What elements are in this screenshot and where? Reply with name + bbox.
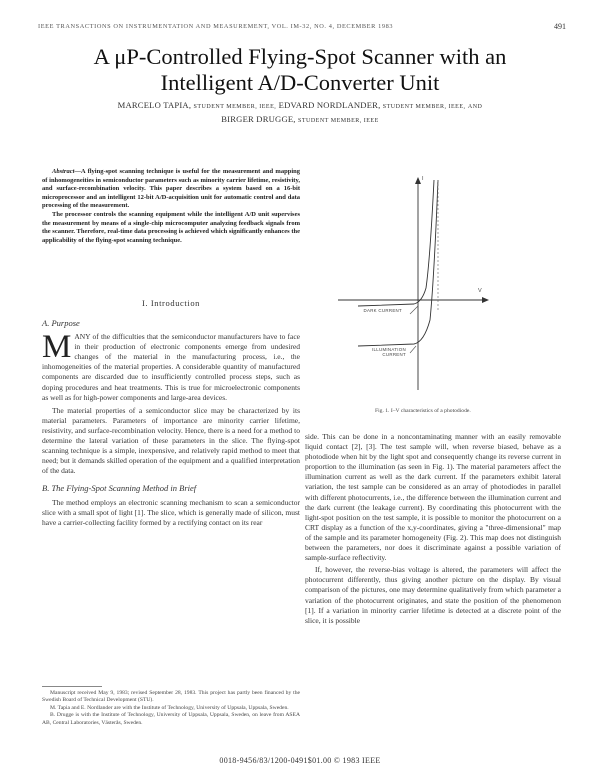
author-1: MARCELO TAPIA,: [117, 100, 192, 110]
iv-characteristic-plot: [318, 160, 568, 400]
footnote-1: Manuscript received May 9, 1983; revised September 28, 1983. This project has partly been financed by the Swedish Board of Technical Development (STU).: [42, 690, 300, 704]
right-paragraph-1: side. This can be done in a noncontaminating manner with an easily removable liquid contact [2], [3]. The test sample will, when reverse biased, behave as a photodiode when hit by the light spot and consequently change its reverse current in proportion to the illumination (as seen in Fig. 1). The material parameters affect the illumination current as well as the dark current. If the parameters exhibit lateral variation, the test sample can be considered as an array of photodiodes in parallel with different photocurrents, i.e., the difference between the illumination current and the dark current (the leakage current). By coordinating this photocurrent with the light-spot position on the test sample, it is possible to monitor the photocurrent on a CRT display as a function of the x,y-coordinates, giving a "three-dimensional" map of the sample and its parameter homogeneity (Fig. 2). This map does not distinguish between the parameters, nor does it discriminate against a possible variation of sample-surface reflectivity.: [305, 432, 561, 563]
figure-1-caption: Fig. 1. I–V characteristics of a photodiode.: [375, 408, 471, 414]
running-head-text: IEEE TRANSACTIONS ON INSTRUMENTATION AND MEASUREMENT, VOL. IM-32, NO. 4, DECEMBER 1983: [38, 23, 394, 30]
current-axis-arrow: [415, 177, 421, 184]
section-heading-introduction: I. Introduction: [141, 298, 201, 308]
intro-paragraph-2: The material properties of a semiconductor slice may be characterized by its material parameters. Parameters of importance are minority carrier lifetime, resistivity, and surface-recombination velocity. Hence, there is a need for a method to determine the lateral variation of these parameters in the slice. The flying-spot scanning technique is a simple, inexpensive, and relatively rapid method to meet that need; but it demands skilled operation of the equipment and a qualified interpretation of the data.: [42, 405, 300, 476]
abstract-paragraph-2: The processor controls the scanning equipment while the intelligent A/D unit supervises the measurement by means of a single-chip microcomputer analyzing feedback signals from the scanner. Therefore, real-time data processing is achieved which significantly enhances the applicability of the flying-spot scanning technique.: [42, 210, 300, 244]
footnote-3: B. Drugge is with the Institute of Technology, University of Uppsala, Uppsala, Sweden, on leave from ASEA AB, Central Laboratories, Västerås, Sweden.: [42, 712, 300, 726]
dark-current-curve: [358, 180, 434, 306]
illumination-current-curve: [358, 180, 438, 346]
current-axis-label: I: [422, 176, 424, 182]
author-list: [40, 99, 560, 127]
figure-1: [318, 160, 568, 400]
copyright-line: 0018-9456/83/1200-0491$01.00 © 1983 IEEE: [219, 756, 381, 765]
right-paragraph-2: If, however, the reverse-bias voltage is altered, the parameters will affect the photocurrent differently, thus giving another picture on the display. By visual comparison of the pictures, one may determine qualitatively from which parameter a variation of the photocurrent originates, and state the position of the phenomenon [1]. If a variation in minority carrier lifetime is detected at a discrete point of the slice, it is possible: [305, 565, 561, 625]
author-3: BIRGER DRUGGE,: [221, 114, 296, 124]
dark-label-leader: [410, 306, 418, 314]
page-number: 491: [554, 22, 566, 31]
footnote-2: M. Tapia and E. Nordlander are with the Institute of Technology, University of Uppsala, Uppsala, Sweden.: [50, 704, 289, 711]
illumination-current-label: ILLUMINATION CURRENT: [371, 347, 406, 357]
subsection-heading-method: B. The Flying-Spot Scanning Method in Brief: [42, 483, 197, 494]
left-column: [42, 318, 300, 528]
abstract-paragraph-1: Abstract—A flying-spot scanning technique is useful for the measurement and mapping of inhomogeneities in semiconductor parameters such as minority carrier lifetime, resistivity, and surface-recombination velocity. This paper describes a system based on a 16-bit microprocessor and an intelligent 12-bit A/D-acquisition unit for automatic control and data processing of the measurement.: [42, 168, 300, 210]
author-1-role: STUDENT MEMBER, IEEE,: [193, 104, 277, 110]
paper-title: [30, 44, 570, 96]
author-3-role: STUDENT MEMBER, IEEE: [298, 118, 379, 124]
title-line-2: Intelligent A/D-Converter Unit: [160, 70, 440, 95]
right-column: [305, 432, 561, 626]
voltage-axis-arrow: [482, 297, 489, 303]
running-head: [38, 23, 566, 30]
voltage-axis-label: V: [478, 288, 482, 294]
footnotes: [42, 690, 300, 727]
method-paragraph-1: The method employs an electronic scanning mechanism to scan a semiconductor slice with a small spot of light [1]. The slice, which is generally made of silicon, must have a carrier-collecting facility formed by a rectifying contact on its rear: [42, 497, 300, 527]
drop-cap: M: [42, 329, 72, 366]
author-conjunction: AND: [467, 104, 483, 110]
author-2-role: STUDENT MEMBER, IEEE,: [382, 104, 466, 110]
title-line-1: A μP-Controlled Flying-Spot Scanner with an: [93, 44, 507, 69]
dark-current-label: DARK CURRENT: [363, 308, 402, 313]
illumination-label-leader: [410, 346, 416, 353]
abstract-lead: Abstract—: [52, 168, 81, 175]
subsection-heading-purpose: A. Purpose: [42, 318, 80, 328]
author-2: EDVARD NORDLANDER,: [278, 100, 381, 110]
abstract: [42, 168, 300, 245]
footnote-rule: [42, 686, 102, 687]
intro-paragraph-1: MANY of the difficulties that the semiconductor manufacturers have to face in their production of electronic components emerge from undesired changes of the material in the manufacturing process, i.e., the inhomogeneities of the material properties. A considerable quantity of manufactured components are discarded due to insufficiently controlled process steps, such as doping procedures and heat treatments. This is true for microelectronic components as well as for high-power components and large-area devices.: [42, 329, 300, 402]
